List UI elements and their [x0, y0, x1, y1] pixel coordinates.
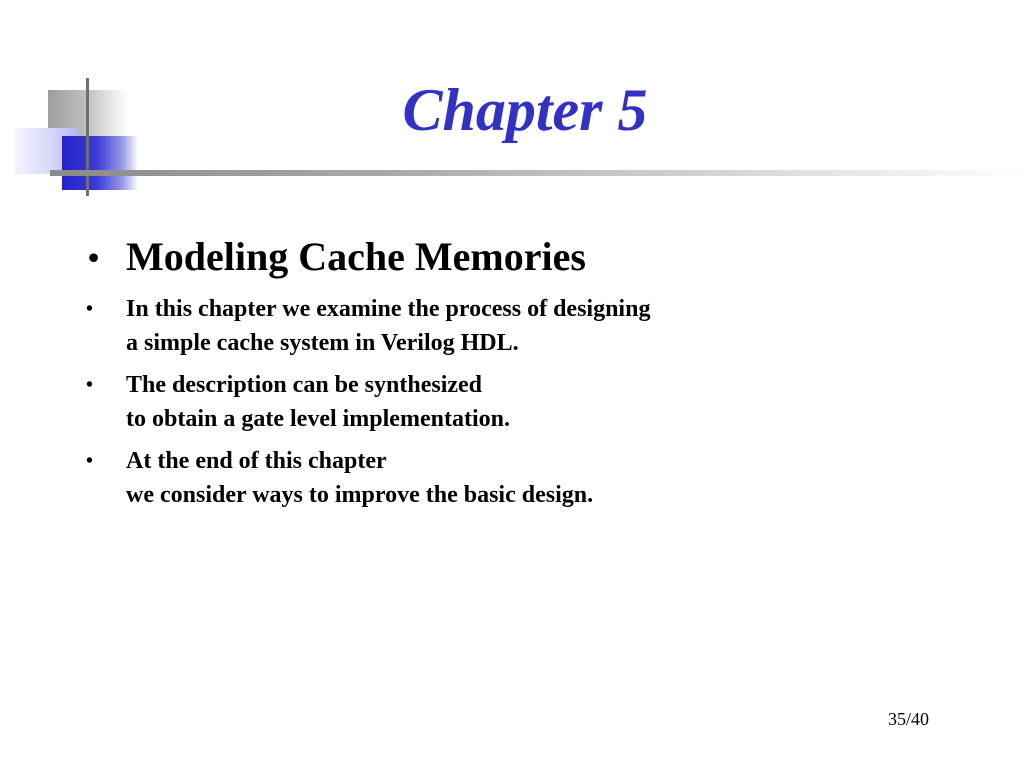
sub-bullet-3-line-1: At the end of this chapter	[126, 448, 387, 474]
title-underline-rule	[50, 170, 1024, 176]
main-bullet	[86, 232, 986, 282]
sub-bullet-1-line-2: a simple cache system in Verilog HDL.	[126, 330, 519, 356]
slide-body	[86, 232, 986, 520]
decor-blue-square	[62, 136, 138, 190]
sub-bullet-2	[86, 368, 986, 436]
bullet-dot: •	[86, 298, 94, 320]
bullet-dot: •	[86, 374, 94, 396]
slide-title: Chapter 5	[402, 77, 648, 143]
sub-bullet-2-line-1: The description can be synthesized	[126, 372, 483, 398]
page-number: 35/40	[888, 709, 930, 729]
bullet-dot: •	[88, 239, 100, 275]
sub-bullet-3	[86, 444, 986, 512]
sub-bullet-1	[86, 292, 986, 360]
sub-bullet-3-line-2: we consider ways to improve the basic design.	[126, 482, 594, 508]
sub-bullet-1-line-1: In this chapter we examine the process of designing	[126, 296, 651, 322]
main-bullet-text: Modeling Cache Memories	[126, 234, 586, 279]
bullet-dot: •	[86, 450, 94, 472]
sub-bullet-2-line-2: to obtain a gate level implementation.	[126, 406, 510, 432]
